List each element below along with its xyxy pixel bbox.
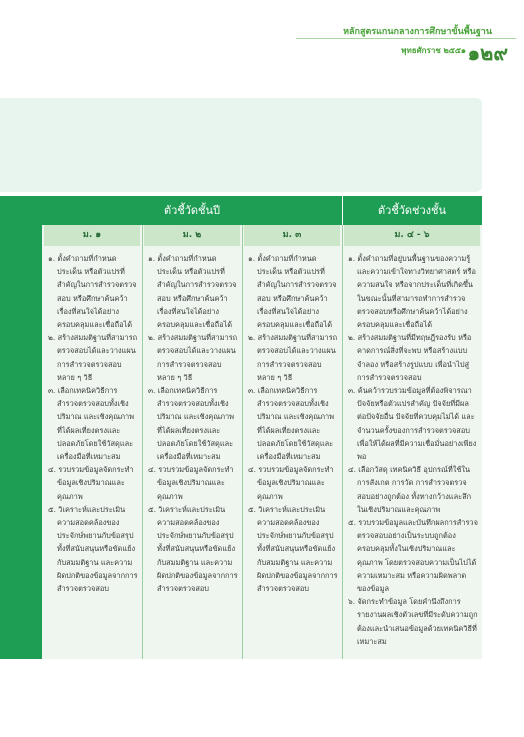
header-subtitle: พุทธศักราช ๒๕๕๑ (401, 46, 466, 55)
column-m1 (48, 252, 138, 595)
indicator-item: ๓. ค้นคว้ารวบรวมข้อมูลที่ต้องพิจารณาปัจจัยหรือตัวแปรสำคัญ ปัจจัยที่มีผลต่อปัจจัยอื่น ปัจจัยที่ควบคุมไม่ได้ และจำนวนครั้งของการสำรวจตรวจสอบ เพื่อให้ได้ผลที่มีความเชื่อมั่นอย่างเพียงพอ (348, 386, 477, 462)
grade-header-m2 (144, 225, 240, 246)
indicator-item: ๑. ตั้งคำถามที่อยู่บนพื้นฐานของความรู้และความเข้าใจทางวิทยาศาสตร์ หรือความสนใจ หรือจากประเด็นที่เกิดขึ้นในขณะนั้นที่สามารถทำการสำรวจตรวจสอบหรือศึกษาค้นคว้าได้อย่างครอบคลุมและเชื่อถือได้ (348, 254, 476, 330)
indicator-item: ๔. เลือกวัสดุ เทคนิควิธี อุปกรณ์ที่ใช้ในการสังเกต การวัด การสำรวจตรวจสอบอย่างถูกต้อง ทั้งทางกว้างและลึกในเชิงปริมาณและคุณภาพ (348, 465, 472, 514)
column-separator (342, 225, 343, 659)
group-header-range-indicators: ตัวชี้วัดช่วงชั้น (377, 204, 447, 217)
grade-header-m3 (244, 225, 340, 246)
table-group-header-row (42, 196, 482, 225)
grade-header-label: ม. ๔ - ๖ (394, 230, 430, 240)
indicator-item: ๔. รวบรวมข้อมูลจัดกระทำข้อมูลเชิงปริมาณและคุณภาพ (48, 465, 134, 501)
indicator-item: ๖. จัดกระทำข้อมูล โดยคำนึงถึงการรายงานผลเชิงตัวเลขที่มีระดับความถูกต้องและนำเสนอข้อมูลด้วยเทคนิควิธีที่เหมาะสม (348, 597, 478, 646)
column-separator (142, 225, 143, 659)
top-panel (0, 98, 482, 192)
grade-header-label: ม. ๒ (182, 230, 202, 240)
indicator-item: ๒. สร้างสมมติฐานที่สามารถตรวจสอบได้และวางแผนการสำรวจตรวจสอบหลาย ๆ วิธี (148, 333, 238, 382)
group-header-grade-indicators: ตัวชี้วัดชั้นปี (163, 204, 221, 217)
grade-header-m4-6 (344, 225, 480, 246)
indicator-item: ๕. รวบรวมข้อมูลและบันทึกผลการสำรวจตรวจสอบอย่างเป็นระบบถูกต้อง ครอบคลุมทั้งในเชิงปริมาณและคุณภาพ โดยตรวจสอบความเป็นไปได้ ความเหมาะสม หรือความผิดพลาดของข้อมูล (348, 518, 478, 594)
indicator-item: ๓. เลือกเทคนิควิธีการสำรวจตรวจสอบทั้งเชิงปริมาณ และเชิงคุณภาพ ที่ได้ผลเที่ยงตรงและปลอดภัยโดยใช้วัสดุและเครื่องมือที่เหมาะสม (148, 386, 234, 462)
indicator-table (42, 196, 482, 659)
indicator-item: ๑. ตั้งคำถามที่กำหนดประเด็น หรือตัวแปรที่สำคัญในการสำรวจตรวจสอบ หรือศึกษาค้นคว้าเรื่องที่สนใจได้อย่างครอบคลุมและเชื่อถือได้ (148, 254, 237, 330)
header-title: หลักสูตรแกนกลางการศึกษาขั้นพื้นฐาน (343, 27, 492, 37)
column-separator (242, 225, 243, 659)
indicator-item: ๓. เลือกเทคนิควิธีการสำรวจตรวจสอบทั้งเชิงปริมาณ และเชิงคุณภาพ ที่ได้ผลเที่ยงตรงและปลอดภัยโดยใช้วัสดุและเครื่องมือที่เหมาะสม (48, 386, 134, 462)
column-m4-6 (348, 252, 478, 648)
grade-header-label: ม. ๑ (82, 230, 102, 240)
column-m3 (248, 252, 338, 595)
indicator-item: ๒. สร้างสมมติฐานที่สามารถตรวจสอบได้และวางแผนการสำรวจตรวจสอบหลาย ๆ วิธี (48, 333, 138, 382)
indicator-item: ๑. ตั้งคำถามที่กำหนดประเด็น หรือตัวแปรที่สำคัญในการสำรวจตรวจสอบ หรือศึกษาค้นคว้าเรื่องที่สนใจได้อย่างครอบคลุมและเชื่อถือได้ (48, 254, 137, 330)
grade-header-label: ม. ๓ (282, 230, 302, 240)
page-number: ๑๒๙ (467, 41, 508, 65)
indicator-item: ๒. สร้างสมมติฐานที่มีทฤษฎีรองรับ หรือคาดการณ์สิ่งที่จะพบ หรือสร้างแบบจำลอง หรือสร้างรูปแบบ เพื่อนำไปสู่การสำรวจตรวจสอบ (348, 333, 472, 382)
column-m2 (148, 252, 238, 595)
indicator-item: ๕. วิเคราะห์และประเมินความสอดคล้องของประจักษ์พยานกับข้อสรุปทั้งที่สนับสนุนหรือขัดแย้งกับสมมติฐาน และความผิดปกติของข้อมูลจากการสำรวจตรวจสอบ (48, 504, 138, 594)
indicator-item: ๒. สร้างสมมติฐานที่สามารถตรวจสอบได้และวางแผนการสำรวจตรวจสอบหลาย ๆ วิธี (248, 333, 338, 382)
indicator-item: ๔. รวบรวมข้อมูลจัดกระทำข้อมูลเชิงปริมาณและคุณภาพ (148, 465, 234, 501)
indicator-item: ๕. วิเคราะห์และประเมินความสอดคล้องของประจักษ์พยานกับข้อสรุปทั้งที่สนับสนุนหรือขัดแย้งกับสมมติฐาน และความผิดปกติของข้อมูลจากการสำรวจตรวจสอบ (248, 504, 338, 594)
indicator-item: ๓. เลือกเทคนิควิธีการสำรวจตรวจสอบทั้งเชิงปริมาณ และเชิงคุณภาพ ที่ได้ผลเที่ยงตรงและปลอดภัยโดยใช้วัสดุและเครื่องมือที่เหมาะสม (248, 386, 334, 462)
indicator-item: ๔. รวบรวมข้อมูลจัดกระทำข้อมูลเชิงปริมาณและคุณภาพ (248, 465, 334, 501)
grade-header-m1 (44, 225, 140, 246)
group-header-separator (342, 196, 343, 225)
indicator-item: ๑. ตั้งคำถามที่กำหนดประเด็น หรือตัวแปรที่สำคัญในการสำรวจตรวจสอบ หรือศึกษาค้นคว้าเรื่องที่สนใจได้อย่างครอบคลุมและเชื่อถือได้ (248, 254, 337, 330)
left-green-strip (0, 196, 42, 659)
indicator-item: ๕. วิเคราะห์และประเมินความสอดคล้องของประจักษ์พยานกับข้อสรุปทั้งที่สนับสนุนหรือขัดแย้งกับสมมติฐาน และความผิดปกติของข้อมูลจากการสำรวจตรวจสอบ (148, 504, 238, 594)
